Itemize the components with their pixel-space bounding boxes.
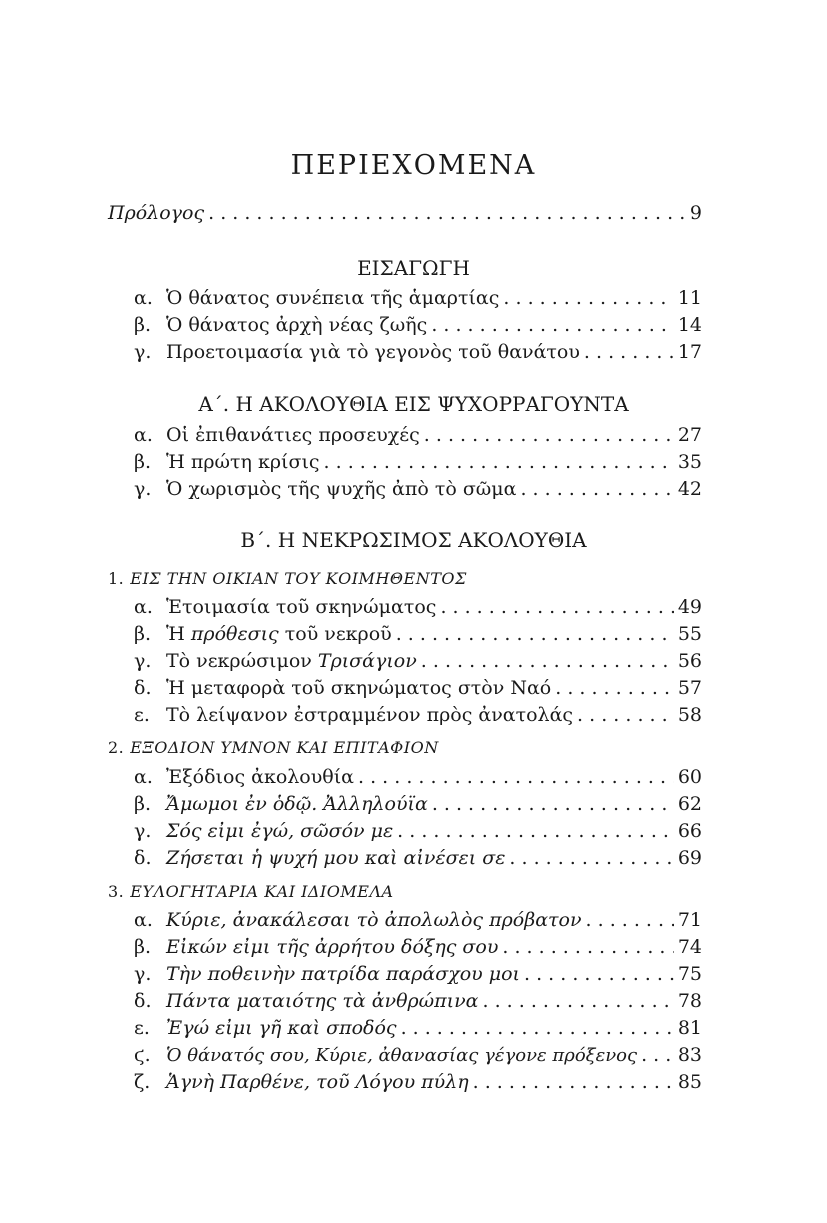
- entry-label: Ὁ θάνατός σου, Κύριε, ἀθανασίας γέγονε πρόξενος: [166, 1045, 638, 1066]
- leader-dots: [431, 314, 674, 336]
- entry-page: 42: [677, 478, 702, 500]
- entry-label: Ἐξόδιος ἀκολουθία: [166, 766, 355, 788]
- entry-marker: ζ.: [134, 1071, 151, 1093]
- toc-entry[interactable]: [134, 596, 702, 622]
- entry-label: Ἡ μεταφορὰ τοῦ σκηνώματος στὸν Ναό: [166, 677, 552, 699]
- entry-label: Πρόλογος: [108, 202, 205, 224]
- toc-entry-prologue[interactable]: [108, 202, 702, 228]
- leader-dots: [586, 909, 674, 931]
- entry-marker: δ.: [134, 990, 152, 1012]
- leader-dots: [401, 1017, 674, 1039]
- toc-entry[interactable]: [134, 793, 702, 819]
- entry-label: Σός εἰμι ἐγώ, σῶσόν με: [166, 820, 394, 842]
- entry-marker: α.: [134, 596, 153, 618]
- entry-page: 71: [677, 909, 702, 931]
- entry-marker: δ.: [134, 677, 152, 699]
- entry-label: Ὁ θάνατος συνέπεια τῆς ἁμαρτίας: [166, 287, 500, 309]
- label-italic: Τρισάγιον: [317, 650, 417, 672]
- toc-entry[interactable]: [134, 990, 702, 1016]
- leader-dots: [641, 1044, 674, 1066]
- entry-label: Τὴν ποθεινὴν πατρίδα παράσχου μοι: [166, 963, 521, 985]
- entry-page: 78: [677, 990, 702, 1012]
- entry-marker: ϛ.: [134, 1044, 151, 1066]
- toc-entry[interactable]: [134, 704, 702, 730]
- toc-entry[interactable]: [134, 820, 702, 846]
- toc-entry[interactable]: [134, 650, 702, 676]
- leader-dots: [424, 424, 674, 446]
- toc-entry[interactable]: [134, 1044, 702, 1070]
- leader-dots: [358, 766, 674, 788]
- entry-page: 69: [677, 847, 702, 869]
- entry-page: 11: [677, 287, 702, 309]
- entry-label: Ὁ θάνατος ἀρχὴ νέας ζωῆς: [166, 314, 428, 336]
- entry-marker: γ.: [134, 820, 152, 842]
- leader-dots: [524, 963, 674, 985]
- leader-dots: [483, 990, 674, 1012]
- label-italic: πρόθεσις: [190, 623, 279, 645]
- entry-label: Ὁ χωρισμὸς τῆς ψυχῆς ἀπὸ τὸ σῶμα: [166, 478, 517, 500]
- entry-label: Ἡ πρώτη κρίσις: [166, 451, 320, 473]
- page-title: ΠΕΡΙΕΧΟΜΕΝΑ: [290, 150, 537, 181]
- toc-entry[interactable]: [134, 451, 702, 477]
- entry-marker: ε.: [134, 1017, 150, 1039]
- entry-marker: ε.: [134, 704, 150, 726]
- entry-page: 55: [677, 623, 702, 645]
- subsection-heading: [108, 569, 467, 588]
- entry-label: Τὸ λείψανον ἐστραμμένον πρὸς ἀνατολάς: [166, 704, 574, 726]
- entry-marker: α.: [134, 766, 153, 788]
- subsection-number: 1.: [108, 569, 125, 588]
- leader-dots: [440, 596, 673, 618]
- entry-page: 14: [677, 314, 702, 336]
- entry-marker: β.: [134, 623, 152, 645]
- entry-marker: γ.: [134, 963, 152, 985]
- leader-dots: [509, 847, 673, 869]
- entry-marker: β.: [134, 314, 152, 336]
- entry-marker: γ.: [134, 650, 152, 672]
- entry-label: Ἐγώ εἰμι γῆ καὶ σποδός: [166, 1017, 397, 1039]
- entry-label: Κύριε, ἀνακάλεσαι τὸ ἀπολωλὸς πρόβατον: [166, 909, 582, 931]
- entry-page: 74: [677, 936, 702, 958]
- entry-page: 81: [677, 1017, 702, 1039]
- entry-page: 49: [677, 596, 702, 618]
- section-heading-part-b: Β΄. Η ΝΕΚΡΩΣΙΜΟΣ ΑΚΟΛΟΥΘΙΑ: [240, 528, 587, 552]
- subsection-number: 3.: [108, 882, 125, 901]
- leader-dots: [397, 820, 674, 842]
- entry-label: Ἑτοιμασία τοῦ σκηνώματος: [166, 596, 437, 618]
- toc-entry[interactable]: [134, 847, 702, 873]
- entry-marker: α.: [134, 424, 153, 446]
- label-part: Ἡ: [166, 623, 191, 645]
- entry-page: 58: [677, 704, 702, 726]
- subsection-title: ΕΥΛΟΓΗΤΑΡΙΑ ΚΑΙ ΙΔΙΟΜΕΛΑ: [130, 882, 394, 901]
- toc-entry[interactable]: [134, 478, 702, 504]
- leader-dots: [503, 287, 673, 309]
- entry-page: 66: [677, 820, 702, 842]
- toc-entry[interactable]: [134, 963, 702, 989]
- subsection-number: 2.: [108, 738, 125, 757]
- entry-page: 85: [677, 1071, 702, 1093]
- entry-page: 27: [677, 424, 702, 446]
- leader-dots: [502, 936, 673, 958]
- toc-entry[interactable]: [134, 677, 702, 703]
- toc-entry[interactable]: [134, 1071, 702, 1097]
- leader-dots: [324, 451, 674, 473]
- entry-marker: γ.: [134, 478, 152, 500]
- leader-dots: [473, 1071, 674, 1093]
- entry-label: Προετοιμασία γιὰ τὸ γεγονὸς τοῦ θανάτου: [166, 341, 580, 363]
- entry-page: 62: [677, 793, 702, 815]
- leader-dots: [520, 478, 673, 500]
- toc-entry[interactable]: [134, 909, 702, 935]
- entry-label: Οἱ ἐπιθανάτιες προσευχές: [166, 424, 420, 446]
- entry-label: Ἄμωμοι ἐν ὁδῷ. Ἀλληλούϊα: [166, 793, 428, 815]
- entry-label: Ἁγνὴ Παρθένε, τοῦ Λόγου πύλη: [166, 1071, 469, 1093]
- section-heading-part-a: Α΄. Η ΑΚΟΛΟΥΘΙΑ ΕΙΣ ΨΥΧΟΡΡΑΓΟΥΝΤΑ: [198, 392, 629, 416]
- entry-page: 57: [677, 677, 702, 699]
- leader-dots: [421, 650, 674, 672]
- entry-page: 35: [677, 451, 702, 473]
- entry-page: 17: [677, 341, 702, 363]
- entry-marker: α.: [134, 909, 153, 931]
- toc-entry[interactable]: [134, 766, 702, 792]
- entry-marker: β.: [134, 936, 152, 958]
- toc-entry[interactable]: [134, 287, 702, 313]
- entry-page: 60: [677, 766, 702, 788]
- entry-page: 75: [677, 963, 702, 985]
- entry-page: 83: [677, 1044, 702, 1066]
- subsection-title: ΕΞΟΔΙΟΝ ΥΜΝΟΝ ΚΑΙ ΕΠΙΤΑΦΙΟΝ: [130, 738, 439, 757]
- leader-dots: [584, 341, 674, 363]
- section-heading-intro: ΕΙΣΑΓΩΓΗ: [357, 256, 470, 280]
- entry-marker: γ.: [134, 341, 152, 363]
- entry-page: 56: [677, 650, 702, 672]
- entry-label: Εἰκών εἰμι τῆς ἀρρήτου δόξης σου: [166, 936, 499, 958]
- leader-dots: [577, 704, 674, 726]
- toc-entry[interactable]: [134, 314, 702, 340]
- toc-entry[interactable]: [134, 341, 702, 367]
- toc-entry[interactable]: [134, 1017, 702, 1043]
- subsection-heading: [108, 882, 394, 901]
- toc-entry[interactable]: [134, 936, 702, 962]
- entry-page: 9: [689, 202, 702, 224]
- entry-marker: δ.: [134, 847, 152, 869]
- subsection-title: ΕΙΣ ΤΗΝ ΟΙΚΙΑΝ ΤΟΥ ΚΟΙΜΗΘΕΝΤΟΣ: [130, 569, 467, 588]
- entry-marker: α.: [134, 287, 153, 309]
- leader-dots: [396, 623, 674, 645]
- leader-dots: [208, 202, 686, 224]
- toc-entry[interactable]: [134, 623, 702, 649]
- toc-entry[interactable]: [134, 424, 702, 450]
- entry-label: Ζήσεται ἡ ψυχή μου καὶ αἰνέσει σε: [166, 847, 506, 869]
- subsection-heading: [108, 738, 439, 757]
- entry-marker: β.: [134, 793, 152, 815]
- entry-marker: β.: [134, 451, 152, 473]
- label-part: Τὸ νεκρώσιμον: [166, 650, 318, 672]
- label-part: τοῦ νεκροῦ: [278, 623, 392, 645]
- entry-label: Πάντα ματαιότης τὰ ἀνθρώπινα: [166, 990, 479, 1012]
- leader-dots: [432, 793, 674, 815]
- entry-label: [166, 650, 417, 672]
- leader-dots: [555, 677, 674, 699]
- entry-label: [166, 623, 392, 645]
